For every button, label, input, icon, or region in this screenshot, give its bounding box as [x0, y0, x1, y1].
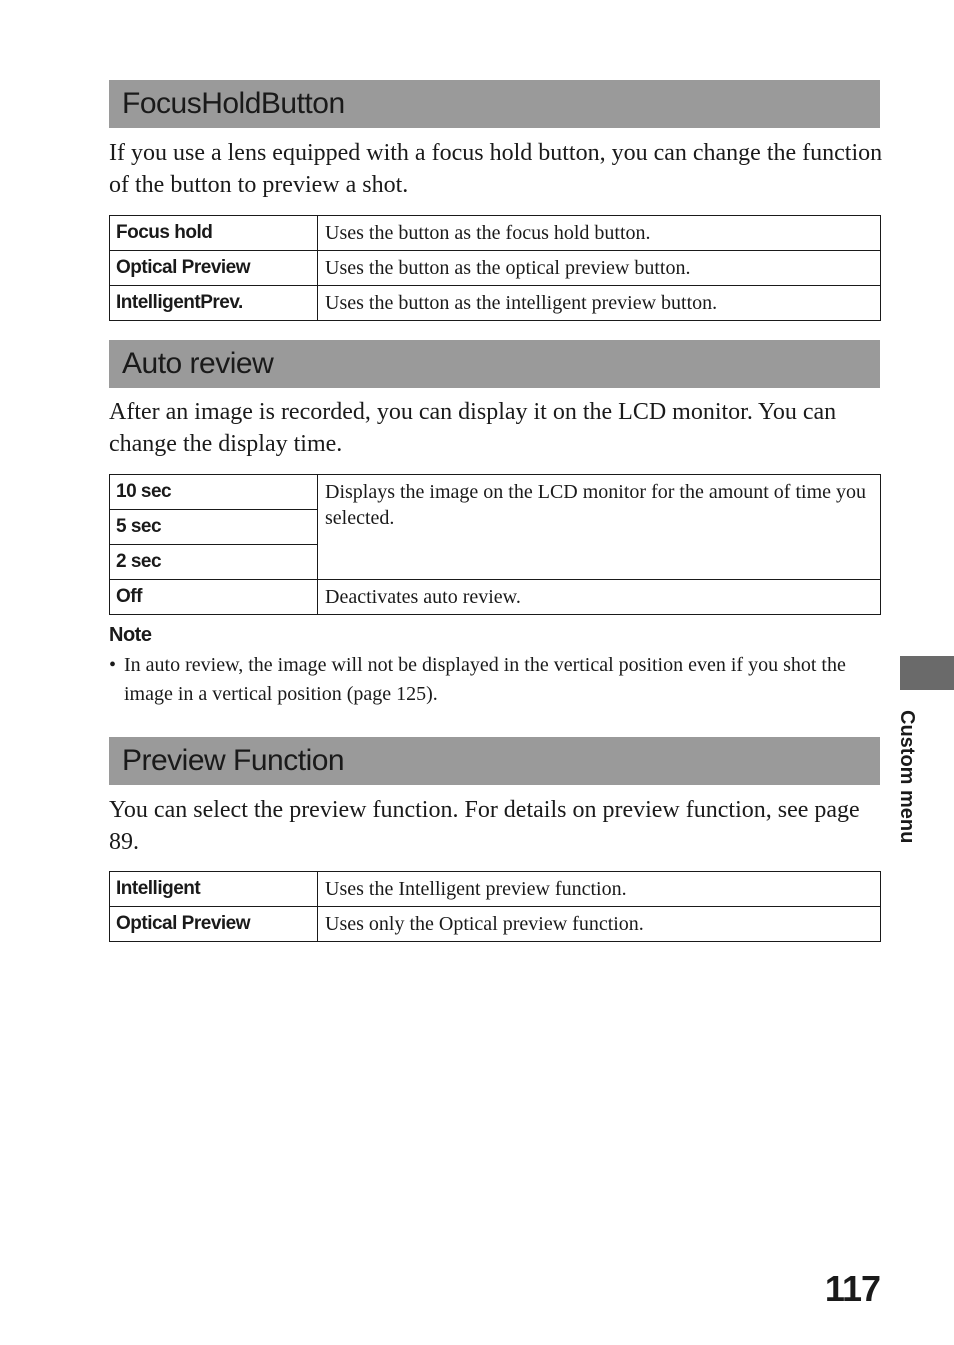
option-description: Uses only the Optical preview function. — [318, 907, 881, 942]
note-text: In auto review, the image will not be displayed in the vertical position even if you shot the image in a vertical position (page 125). — [124, 654, 846, 705]
chapter-tab-marker — [900, 656, 954, 690]
section-description: If you use a lens equipped with a focus hold button, you can change the function of the button to preview a shot. — [109, 140, 883, 198]
options-table-focusholdbutton — [109, 215, 881, 321]
option-description: Uses the Intelligent preview function. — [318, 872, 881, 907]
option-key: 5 sec — [110, 510, 318, 545]
section-heading-auto-review: Auto review — [109, 340, 880, 388]
option-key: 10 sec — [110, 475, 318, 510]
table-row — [110, 216, 881, 251]
table-row — [110, 286, 881, 321]
section-description: You can select the preview function. For details on preview function, see page 89. — [109, 797, 860, 855]
option-key: Optical Preview — [110, 251, 318, 286]
note-item — [109, 651, 869, 709]
option-description: Uses the button as the optical preview button. — [318, 251, 881, 286]
options-table-preview-function — [109, 871, 881, 942]
option-key: Off — [110, 580, 318, 615]
options-table-auto-review — [109, 474, 881, 615]
table-row — [110, 475, 881, 510]
section-heading-focusholdbutton: FocusHoldButton — [109, 80, 880, 128]
option-description: Deactivates auto review. — [318, 580, 881, 615]
option-key: Optical Preview — [110, 907, 318, 942]
table-row — [110, 872, 881, 907]
table-row — [110, 580, 881, 615]
option-key: Intelligent — [110, 872, 318, 907]
option-key: Focus hold — [110, 216, 318, 251]
option-description: Displays the image on the LCD monitor for the amount of time you selected. — [318, 475, 881, 580]
section-description: After an image is recorded, you can display it on the LCD monitor. You can change the display time. — [109, 399, 837, 457]
page-number: 117 — [824, 1268, 880, 1309]
option-key: 2 sec — [110, 545, 318, 580]
section-heading-preview-function: Preview Function — [109, 737, 880, 785]
option-description: Uses the button as the focus hold button. — [318, 216, 881, 251]
chapter-side-label: Custom menu — [896, 710, 918, 844]
note-heading: Note — [109, 624, 152, 646]
option-description: Uses the button as the intelligent preview button. — [318, 286, 881, 321]
bullet-icon: • — [109, 654, 117, 676]
table-row — [110, 907, 881, 942]
table-row — [110, 251, 881, 286]
option-key: IntelligentPrev. — [110, 286, 318, 321]
